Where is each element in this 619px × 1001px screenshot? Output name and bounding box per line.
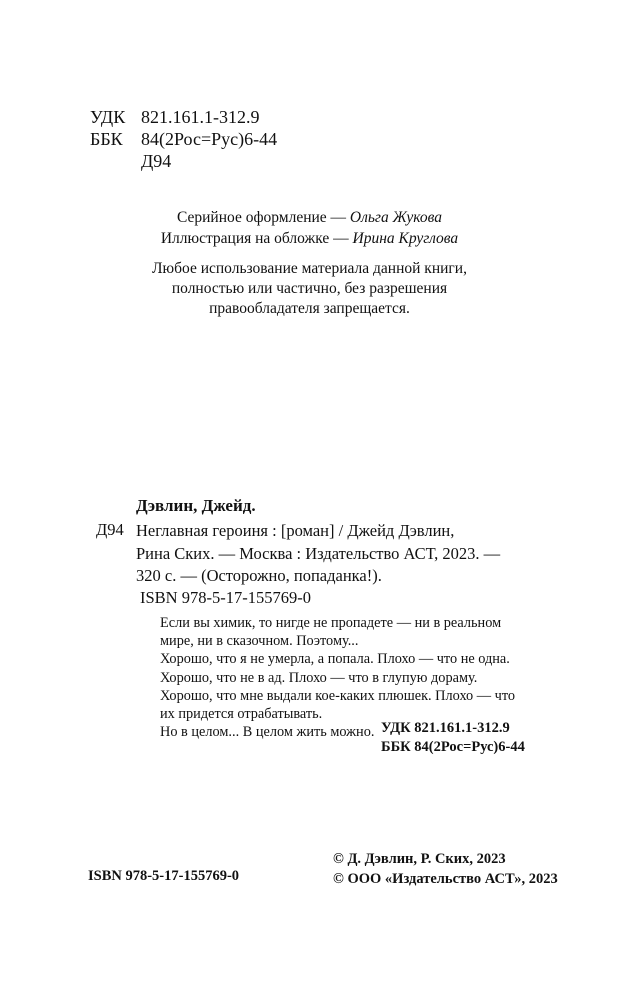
copyright-publisher: © ООО «Издательство АСТ», 2023 bbox=[333, 871, 558, 887]
annotation-line: Но в целом... В целом жить можно. bbox=[160, 724, 375, 741]
bbk-value: 84(2Рос=Рус)6-44 bbox=[141, 129, 278, 149]
bib-line: Рина Ских. — Москва : Издательство АСТ, 2023. — bbox=[136, 543, 501, 563]
credits bbox=[0, 207, 619, 249]
udk-bbk-block bbox=[90, 106, 277, 172]
series-designer-name: Ольга Жукова bbox=[349, 209, 442, 226]
cover-illustration-line bbox=[0, 228, 619, 249]
annotation-line: Хорошо, что мне выдали кое-каких плюшек. Плохо — что bbox=[160, 687, 516, 704]
bibliographic-description bbox=[136, 520, 500, 588]
copyright-block bbox=[333, 849, 558, 889]
udk-row bbox=[90, 106, 277, 128]
series-design-label: Серийное оформление — bbox=[176, 209, 350, 226]
cover-illustrator-name: Ирина Круглова bbox=[352, 230, 459, 247]
rights-notice bbox=[0, 259, 619, 319]
catalog-isbn: ISBN 978-5-17-155769-0 bbox=[140, 588, 311, 607]
udk-label: УДК bbox=[90, 107, 126, 127]
udk-value: 821.161.1-312.9 bbox=[141, 107, 260, 127]
udk-code: УДК 821.161.1-312.9 bbox=[381, 720, 510, 736]
bib-line: Неглавная героиня : [роман] / Джейд Дэвлин, bbox=[136, 521, 455, 540]
annotation-line: мире, ни в сказочном. Поэтому... bbox=[160, 633, 359, 650]
notice-line: правообладателя запрещается. bbox=[209, 300, 410, 317]
bbk-row bbox=[90, 128, 277, 150]
catalog-author-code: Д94 bbox=[96, 520, 124, 539]
series-design-line bbox=[0, 207, 619, 228]
bbk-label: ББК bbox=[90, 129, 123, 149]
catalog-author: Дэвлин, Джейд. bbox=[136, 496, 256, 515]
copyright-authors: © Д. Дэвлин, Р. Ских, 2023 bbox=[333, 851, 506, 867]
notice-line: полностью или частично, без разрешения bbox=[171, 280, 448, 297]
footer-isbn: ISBN 978-5-17-155769-0 bbox=[88, 868, 240, 884]
author-code: Д94 bbox=[141, 151, 172, 171]
bbk-code: ББК 84(2Рос=Рус)6-44 bbox=[381, 739, 525, 755]
notice-line: Любое использование материала данной книги, bbox=[152, 260, 467, 277]
annotation-line: Хорошо, что не в ад. Плохо — что в глупую дораму. bbox=[160, 669, 478, 686]
annotation-line: Если вы химик, то нигде не пропадете — ни в реальном bbox=[160, 615, 502, 631]
cover-illustration-label: Иллюстрация на обложке — bbox=[160, 230, 353, 247]
annotation-line: их придется отрабатывать. bbox=[160, 706, 323, 723]
bib-line: 320 с. — (Осторожно, попаданка!). bbox=[136, 566, 382, 585]
annotation-line: Хорошо, что я не умерла, а попала. Плохо — что не одна. bbox=[160, 651, 510, 668]
author-code-row bbox=[90, 150, 277, 172]
classification-codes bbox=[381, 719, 525, 757]
